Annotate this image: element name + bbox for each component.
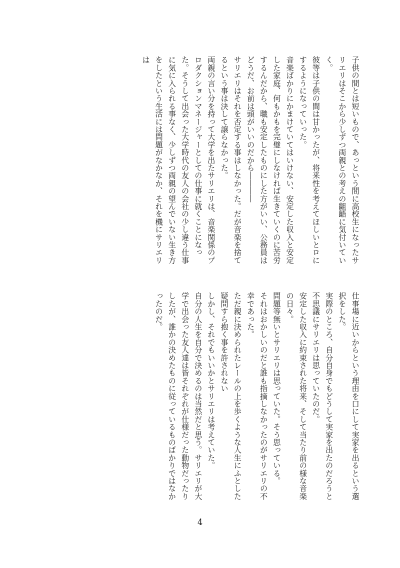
paragraph: 安定した収入に約束された将来、そして当たり前の様な音楽の日々。 (285, 292, 308, 500)
paragraph: しかし、それでもいいかとサリエリは考えていた。 (206, 292, 216, 470)
paragraph: 実際のところ、自分自身でもどうして実家を出たのだろうと不思議にサリエリは思っていたのだ。 (311, 292, 334, 500)
paragraph: 両親の言い分を持って大学を出たサリエリは、音楽関係のプロダクションマネージャーとしての仕事に就くことになった。そうして出会った大学時代の友人の会社の少し違う仕事に気に入られる事なく、少しずつ両親の望んでいない生き方をしたという生活には問題がなかなか、それを機にサリエリは (141, 56, 216, 264)
paragraph: ただ親に決められたレールの上を歩くような人生にふとした疑問すら抱く事を許されない (220, 292, 243, 500)
paragraph: 音楽ばかりにかまけていてはいけない、安定した収入と安定した家庭、何もかもを完璧にしなければ生きていくのに苦労するんだから、職も安定したものにした方がいい、公務員はどうだ、お前は頭がいいのだから―――― (246, 56, 295, 264)
paragraph: 彼等は子供の間は甘かったが、将来性を考えてほしいとロにするようになっていった。 (298, 56, 321, 264)
paragraph: 自分の人生を自分で決めるのは当然だと思う。サリエリが大学で出会った友人達は皆それぞれが仕様だった動物だったりしたが、誰かの決めたものに従っているものばかりではなかったのだ。 (154, 292, 203, 500)
text-block-bottom (42, 292, 362, 500)
paragraph: サリエリはそれを否定する事はしなかった。だが音楽を捨てるという事は決して譲らなかった。 (220, 56, 243, 264)
paragraph: 問題等無いとサリエリは思っていた。そう思っている。 (272, 292, 282, 485)
paragraph: それはおかしいのだと誰も指摘しなかったのがサリエリの不幸であった。 (246, 292, 269, 500)
text-block-top (42, 56, 362, 264)
paragraph: 仕事場に近いからという理由を口にして実家を出るという選択をした。 (337, 292, 360, 500)
page-number: 4 (197, 518, 203, 527)
paragraph: 子供の間とは短いもので、あっという間に高校生になったサリエリはそこから少しずつ両親との考えの齟齬に気付いていく。 (324, 56, 360, 264)
